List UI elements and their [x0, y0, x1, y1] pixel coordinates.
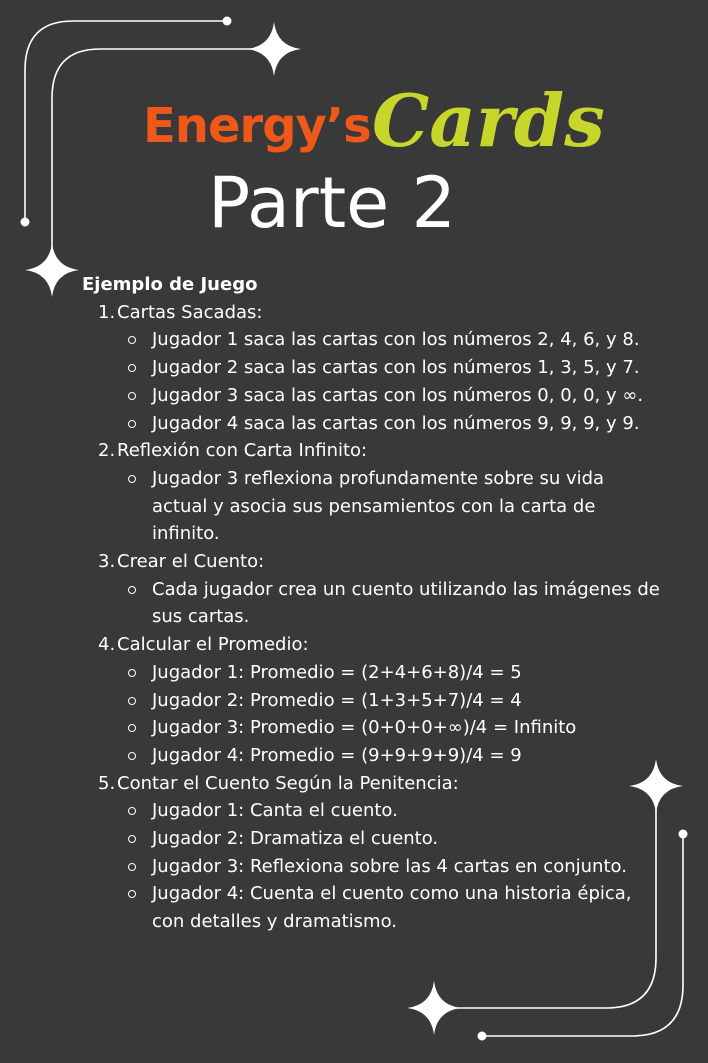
list-item-text: Cada jugador crea un cuento utilizando las imágenes de sus cartas.	[152, 578, 660, 628]
list-item	[117, 797, 662, 825]
circle-bullet-icon	[128, 752, 136, 760]
list-item	[117, 880, 662, 935]
sub-list	[117, 797, 662, 936]
list-item	[117, 382, 662, 410]
list-item-text: Jugador 2 saca las cartas con los números 1, 3, 5, y 7.	[152, 357, 640, 379]
list-item	[117, 465, 662, 548]
step-number: 2.	[98, 440, 116, 462]
list-item	[117, 687, 662, 715]
list-item-text: Jugador 4: Promedio = (9+9+9+9)/4 = 9	[152, 744, 522, 766]
list-item-text: Jugador 1: Promedio = (2+4+6+8)/4 = 5	[152, 661, 522, 683]
title-brand: Energy’s	[143, 98, 371, 154]
list-item	[117, 853, 662, 881]
list-item	[117, 714, 662, 742]
circle-bullet-icon	[128, 890, 136, 898]
step-item	[82, 770, 662, 936]
step-number: 1.	[98, 301, 116, 323]
page-subtitle: Parte 2	[207, 162, 457, 244]
sub-list	[117, 659, 662, 770]
list-item-text: Jugador 3: Reflexiona sobre las 4 cartas en conjunto.	[152, 855, 627, 877]
title-cards: Cards	[372, 78, 605, 163]
circle-bullet-icon	[128, 586, 136, 594]
list-item-text: Jugador 3 reflexiona profundamente sobre su vida actual y asocia sus pensamientos con la carta de infinito.	[152, 467, 605, 545]
step-label: Crear el Cuento:	[117, 551, 265, 573]
list-item-text: Jugador 1: Canta el cuento.	[152, 800, 398, 822]
circle-bullet-icon	[128, 724, 136, 732]
step-number: 3.	[98, 551, 116, 573]
section-heading: Ejemplo de Juego	[82, 274, 258, 295]
step-item	[82, 299, 662, 438]
list-item-text: Jugador 3: Promedio = (0+0+0+∞)/4 = Infinito	[152, 717, 577, 739]
step-number: 5.	[98, 772, 116, 794]
list-item-text: Jugador 3 saca las cartas con los números 0, 0, 0, y ∞.	[152, 384, 644, 406]
list-item	[117, 326, 662, 354]
circle-bullet-icon	[128, 475, 136, 483]
circle-bullet-icon	[128, 669, 136, 677]
sparkle-icon	[247, 22, 301, 76]
circle-bullet-icon	[128, 392, 136, 400]
sub-list	[117, 326, 662, 437]
list-item-text: Jugador 2: Promedio = (1+3+5+7)/4 = 4	[152, 689, 522, 711]
content	[82, 271, 662, 936]
frame-dot-icon	[679, 830, 688, 839]
step-label: Cartas Sacadas:	[117, 301, 263, 323]
list-item-text: Jugador 1 saca las cartas con los números 2, 4, 6, y 8.	[152, 329, 640, 351]
circle-bullet-icon	[128, 807, 136, 815]
sparkle-icon	[25, 243, 79, 297]
list-item	[117, 825, 662, 853]
steps-list	[82, 299, 662, 936]
list-item	[117, 410, 662, 438]
sub-list	[117, 465, 662, 548]
circle-bullet-icon	[128, 697, 136, 705]
list-item	[117, 354, 662, 382]
sparkle-icon	[407, 981, 461, 1035]
circle-bullet-icon	[128, 835, 136, 843]
step-number: 4.	[98, 634, 116, 656]
list-item-text: Jugador 2: Dramatiza el cuento.	[152, 828, 439, 850]
sub-list	[117, 576, 662, 631]
circle-bullet-icon	[128, 336, 136, 344]
frame-dot-icon	[478, 1032, 487, 1041]
step-item	[82, 631, 662, 770]
frame-dot-icon	[223, 17, 232, 26]
step-label: Reflexión con Carta Infinito:	[117, 440, 368, 462]
list-item-text: Jugador 4: Cuenta el cuento como una historia épica, con detalles y dramatismo.	[152, 883, 632, 933]
list-item	[117, 659, 662, 687]
circle-bullet-icon	[128, 364, 136, 372]
circle-bullet-icon	[128, 863, 136, 871]
step-label: Calcular el Promedio:	[117, 634, 309, 656]
step-item	[82, 437, 662, 548]
list-item-text: Jugador 4 saca las cartas con los números 9, 9, 9, y 9.	[152, 412, 640, 434]
step-item	[82, 548, 662, 631]
list-item	[117, 576, 662, 631]
step-label: Contar el Cuento Según la Penitencia:	[117, 772, 459, 794]
circle-bullet-icon	[128, 420, 136, 428]
list-item	[117, 742, 662, 770]
